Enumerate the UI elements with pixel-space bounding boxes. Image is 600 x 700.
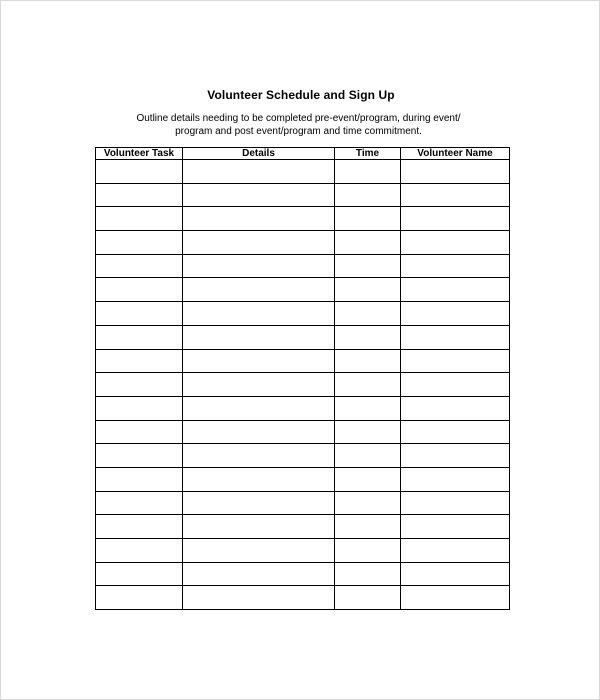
volunteer-name-cell[interactable] [401, 562, 510, 586]
volunteer-task-cell[interactable] [96, 562, 183, 586]
schedule-table-body [96, 160, 510, 610]
description-line-1: Outline details needing to be completed pre-event/program, during event/ [136, 113, 461, 124]
table-row [96, 183, 510, 207]
details-cell[interactable] [183, 396, 335, 420]
volunteer-task-cell[interactable] [96, 278, 183, 302]
column-header-volunteer-name: Volunteer Name [401, 148, 510, 160]
volunteer-task-cell[interactable] [96, 231, 183, 255]
time-cell[interactable] [335, 562, 401, 586]
volunteer-task-cell[interactable] [96, 207, 183, 231]
description-line-2: program and post event/program and time commitment. [175, 125, 422, 137]
table-row [96, 207, 510, 231]
table-row [96, 231, 510, 255]
volunteer-task-cell[interactable] [96, 491, 183, 515]
volunteer-task-cell[interactable] [96, 373, 183, 397]
time-cell[interactable] [335, 539, 401, 563]
time-cell[interactable] [335, 420, 401, 444]
volunteer-task-cell[interactable] [96, 586, 183, 610]
time-cell[interactable] [335, 160, 401, 184]
time-cell[interactable] [335, 207, 401, 231]
time-cell[interactable] [335, 302, 401, 326]
time-cell[interactable] [335, 349, 401, 373]
time-cell[interactable] [335, 396, 401, 420]
table-row [96, 325, 510, 349]
time-cell[interactable] [335, 231, 401, 255]
details-cell[interactable] [183, 444, 335, 468]
volunteer-name-cell[interactable] [401, 278, 510, 302]
column-header-time: Time [335, 148, 401, 160]
table-row [96, 515, 510, 539]
table-row [96, 302, 510, 326]
volunteer-name-cell[interactable] [401, 207, 510, 231]
volunteer-task-cell[interactable] [96, 396, 183, 420]
table-header-row [96, 148, 510, 160]
volunteer-name-cell[interactable] [401, 515, 510, 539]
details-cell[interactable] [183, 373, 335, 397]
volunteer-name-cell[interactable] [401, 444, 510, 468]
table-row [96, 562, 510, 586]
volunteer-name-cell[interactable] [401, 183, 510, 207]
volunteer-task-cell[interactable] [96, 325, 183, 349]
details-cell[interactable] [183, 586, 335, 610]
table-row [96, 160, 510, 184]
volunteer-name-cell[interactable] [401, 539, 510, 563]
volunteer-name-cell[interactable] [401, 467, 510, 491]
volunteer-task-cell[interactable] [96, 302, 183, 326]
table-row [96, 491, 510, 515]
details-cell[interactable] [183, 254, 335, 278]
volunteer-task-cell[interactable] [96, 183, 183, 207]
details-cell[interactable] [183, 467, 335, 491]
table-row [96, 420, 510, 444]
table-row [96, 539, 510, 563]
table-row [96, 396, 510, 420]
time-cell[interactable] [335, 254, 401, 278]
details-cell[interactable] [183, 231, 335, 255]
table-row [96, 467, 510, 491]
table-row [96, 444, 510, 468]
details-cell[interactable] [183, 302, 335, 326]
volunteer-name-cell[interactable] [401, 586, 510, 610]
details-cell[interactable] [183, 515, 335, 539]
table-row [96, 586, 510, 610]
volunteer-name-cell[interactable] [401, 231, 510, 255]
table-row [96, 349, 510, 373]
time-cell[interactable] [335, 515, 401, 539]
volunteer-name-cell[interactable] [401, 160, 510, 184]
details-cell[interactable] [183, 183, 335, 207]
time-cell[interactable] [335, 444, 401, 468]
volunteer-name-cell[interactable] [401, 302, 510, 326]
volunteer-task-cell[interactable] [96, 444, 183, 468]
time-cell[interactable] [335, 183, 401, 207]
details-cell[interactable] [183, 349, 335, 373]
document-description [101, 113, 496, 138]
volunteer-name-cell[interactable] [401, 491, 510, 515]
time-cell[interactable] [335, 278, 401, 302]
details-cell[interactable] [183, 207, 335, 231]
volunteer-task-cell[interactable] [96, 349, 183, 373]
volunteer-name-cell[interactable] [401, 373, 510, 397]
document-title: Volunteer Schedule and Sign Up [207, 88, 395, 102]
volunteer-name-cell[interactable] [401, 396, 510, 420]
schedule-table [95, 147, 510, 610]
details-cell[interactable] [183, 325, 335, 349]
time-cell[interactable] [335, 491, 401, 515]
table-row [96, 278, 510, 302]
details-cell[interactable] [183, 539, 335, 563]
table-row [96, 254, 510, 278]
details-cell[interactable] [183, 278, 335, 302]
volunteer-task-cell[interactable] [96, 539, 183, 563]
time-cell[interactable] [335, 586, 401, 610]
volunteer-task-cell[interactable] [96, 515, 183, 539]
volunteer-task-cell[interactable] [96, 254, 183, 278]
details-cell[interactable] [183, 160, 335, 184]
volunteer-name-cell[interactable] [401, 254, 510, 278]
volunteer-name-cell[interactable] [401, 420, 510, 444]
details-cell[interactable] [183, 491, 335, 515]
volunteer-name-cell[interactable] [401, 349, 510, 373]
column-header-volunteer-task: Volunteer Task [96, 148, 183, 160]
volunteer-task-cell[interactable] [96, 467, 183, 491]
details-cell[interactable] [183, 562, 335, 586]
time-cell[interactable] [335, 467, 401, 491]
column-header-details: Details [183, 148, 335, 160]
volunteer-task-cell[interactable] [96, 420, 183, 444]
time-cell[interactable] [335, 325, 401, 349]
volunteer-task-cell[interactable] [96, 160, 183, 184]
details-cell[interactable] [183, 420, 335, 444]
table-row [96, 373, 510, 397]
volunteer-name-cell[interactable] [401, 325, 510, 349]
time-cell[interactable] [335, 373, 401, 397]
